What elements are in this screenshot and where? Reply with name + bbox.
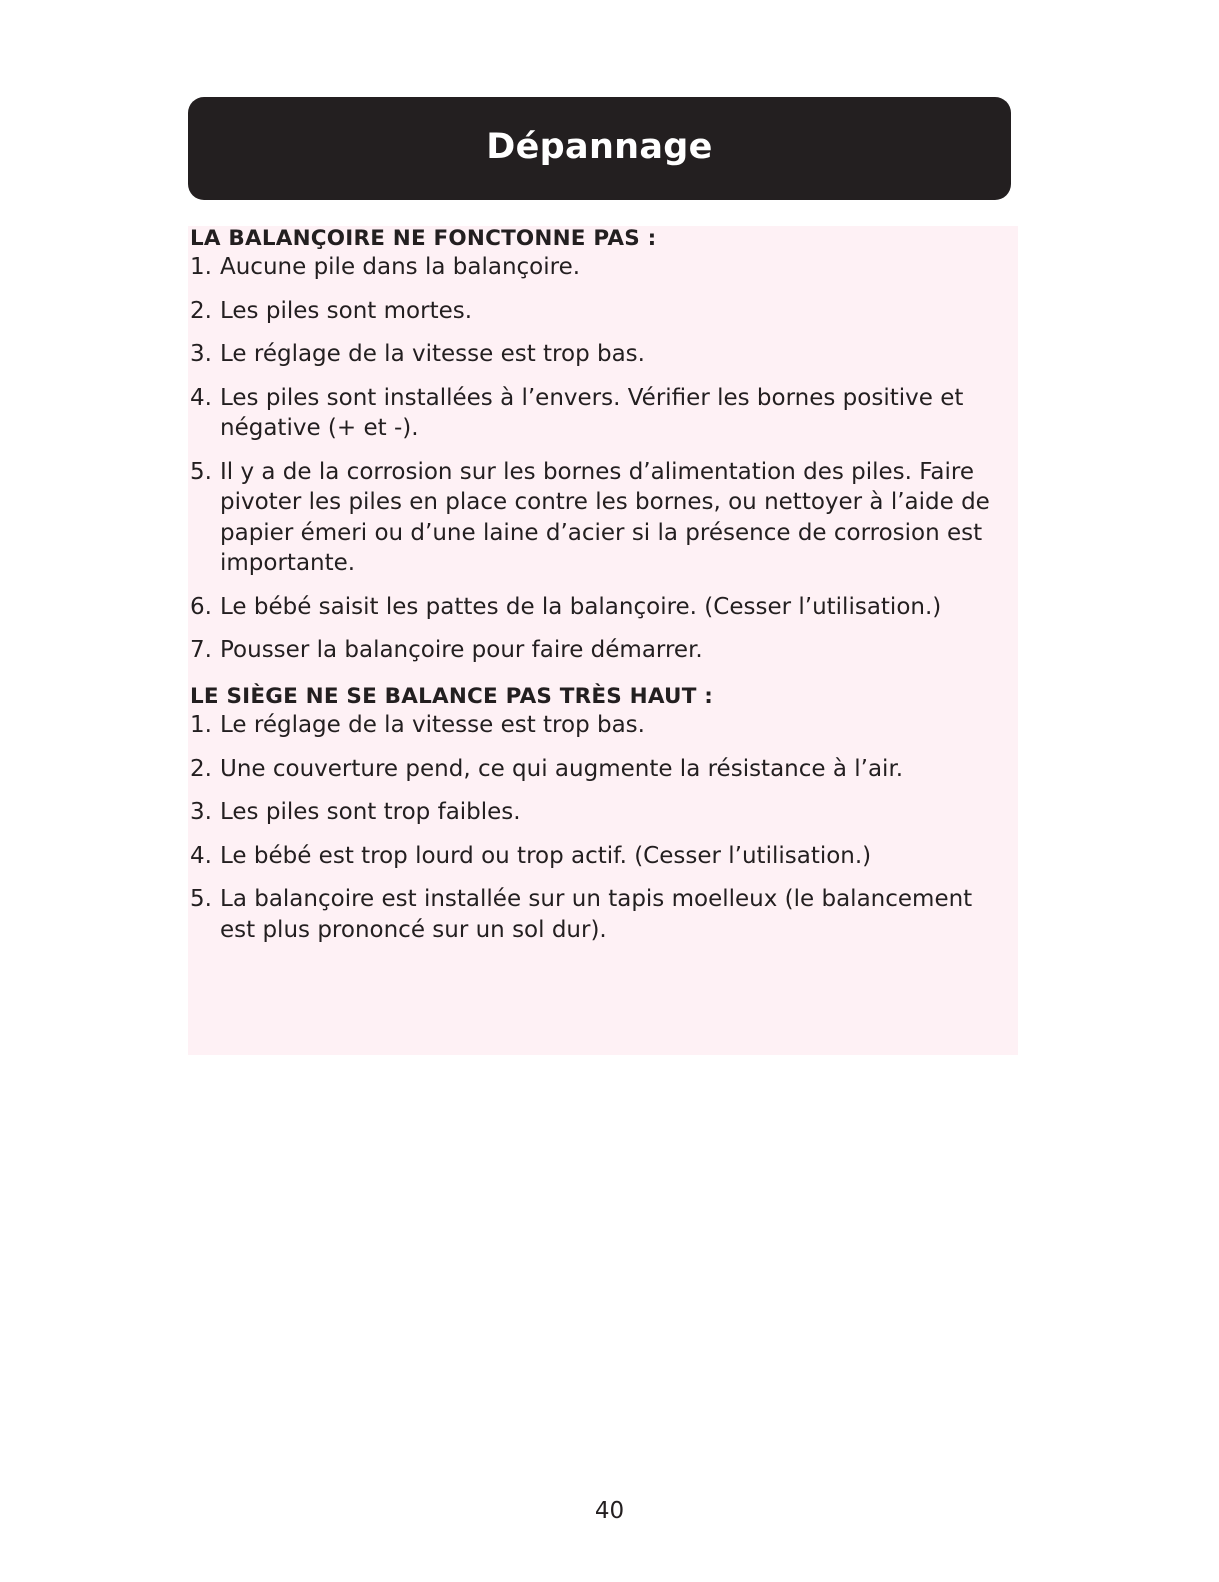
item-text: Les piles sont installées à l’envers. Vérifier les bornes positive et négative (+ et -).	[220, 384, 964, 441]
list-item	[190, 296, 1010, 327]
item-text: Les piles sont trop faibles.	[220, 799, 521, 825]
item-text: Une couverture pend, ce qui augmente la résistance à l’air.	[220, 755, 904, 782]
page-title: Dépannage	[486, 126, 713, 167]
item-text: Le bébé saisit les pattes de la balançoire. (Cesser l’utilisation.)	[220, 593, 942, 620]
item-number: 3.	[190, 341, 212, 367]
page-number: 40	[594, 1498, 625, 1524]
troubleshooting-list	[190, 710, 1010, 945]
list-item	[190, 457, 1010, 579]
troubleshooting-list	[190, 252, 1010, 666]
list-item	[190, 339, 1010, 370]
section-seat-not-swinging-high	[190, 684, 1010, 958]
header-bar	[188, 97, 1011, 200]
item-text: Pousser la balançoire pour faire démarrer.	[220, 637, 703, 663]
item-text: Le bébé est trop lourd ou trop actif. (Cesser l’utilisation.)	[220, 842, 872, 869]
item-text: Le réglage de la vitesse est trop bas.	[220, 712, 645, 738]
list-item	[190, 754, 1010, 785]
list-item	[190, 592, 1010, 623]
list-item	[190, 635, 1010, 666]
item-number: 2.	[190, 297, 212, 324]
item-number: 2.	[190, 755, 212, 782]
item-text: Aucune pile dans la balançoire.	[220, 254, 581, 280]
item-number: 1.	[190, 712, 212, 738]
list-item	[190, 884, 1010, 945]
item-number: 3.	[190, 799, 212, 825]
section-heading: LE SIÈGE NE SE BALANCE PAS TRÈS HAUT :	[190, 684, 714, 709]
section-heading: LA BALANÇOIRE NE FONCTONNE PAS :	[190, 226, 657, 251]
list-item	[190, 710, 1010, 741]
item-number: 1.	[190, 254, 212, 280]
list-item	[190, 383, 1010, 444]
item-number: 6.	[190, 593, 212, 620]
item-number: 5.	[190, 886, 212, 912]
item-number: 7.	[190, 637, 212, 663]
list-item	[190, 252, 1010, 283]
item-number: 4.	[190, 384, 212, 411]
list-item	[190, 797, 1010, 828]
item-number: 4.	[190, 842, 212, 869]
list-item	[190, 841, 1010, 872]
item-text: Il y a de la corrosion sur les bornes d’alimentation des piles. Faire pivoter les piles en place contre les bornes, ou nettoyer à l’aide de papier émeri ou d’une laine d’acier si la présence de corrosion est importante.	[220, 458, 990, 576]
item-text: La balançoire est installée sur un tapis moelleux (le balancement est plus prononcé sur un sol dur).	[220, 886, 973, 943]
section-swing-not-working	[190, 226, 1010, 679]
item-text: Le réglage de la vitesse est trop bas.	[220, 341, 645, 367]
item-text: Les piles sont mortes.	[220, 297, 473, 324]
item-number: 5.	[190, 458, 212, 485]
